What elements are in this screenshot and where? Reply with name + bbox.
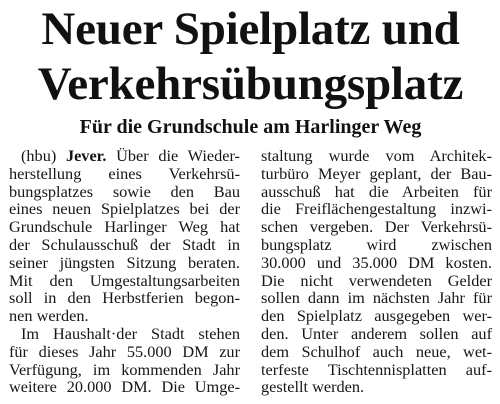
article-line: dem Schulhof auch neue, wet- [261, 341, 492, 361]
article-line: schen vergeben. Der Verkehrsü- [261, 217, 492, 237]
column-right [261, 147, 492, 396]
article-line: Mit den Umgestaltungsarbeiten [9, 270, 240, 290]
article-line: den. Unter anderem sollen auf [261, 323, 492, 343]
article-line: weitere 20.000 DM. Die Umge- [9, 377, 240, 397]
article-line: bungsplatzes sowie den Bau [9, 181, 240, 201]
article-line: Grundschule Harlinger Weg hat [9, 217, 240, 237]
article-line: Im Haushalt·der Stadt stehen [21, 323, 240, 343]
column-left [9, 147, 240, 396]
headline-line-1: Neuer Spielplatz und [41, 3, 460, 55]
article-line: die Freiflächengestaltung inzwi- [261, 199, 492, 219]
article-line: terfeste Tischtennisplatten auf- [261, 359, 492, 379]
article-line: eines neuen Spielplatzes bei der [9, 199, 240, 219]
article-line [9, 147, 240, 165]
article-line: gestellt werden. [261, 377, 365, 397]
article-line: staltung wurde vom Architek- [261, 146, 492, 165]
article-line: sollen dann im nächsten Jahr für [261, 288, 492, 308]
article-line: nen werden. [9, 306, 89, 326]
article-line: soll in den Herbstferien begon- [9, 288, 240, 308]
article-line: ausschuß hat die Arbeiten für [261, 181, 492, 201]
article-line: turbüro Meyer geplant, der Bau- [261, 163, 492, 183]
dateline: Jever. [65, 146, 107, 165]
article-line: Die nicht verwendeten Gelder [261, 270, 492, 290]
article-line: 30.000 und 35.000 DM kosten. [261, 252, 492, 272]
article-line: bungsplatz wird zwischen [261, 234, 492, 254]
article-line: Verfügung, im kommenden Jahr [9, 359, 240, 379]
headline [9, 2, 492, 112]
headline-line-2: Verkehrsübungsplatz [37, 58, 464, 110]
subheadline: Für die Grundschule am Harlinger Weg [79, 116, 422, 138]
article-line: für dieses Jahr 55.000 DM zur [9, 341, 240, 361]
article-line: herstellung eines Verkehrsü- [9, 163, 240, 183]
article-line-text: Über die Wieder- [116, 146, 240, 165]
article-line: seiner jüngsten Sitzung beraten. [9, 252, 240, 272]
article-line: der Schulausschuß der Stadt in [9, 234, 240, 254]
article-body [9, 147, 492, 396]
byline: (hbu) [21, 146, 57, 165]
article-line: den Spielplatz ausgegeben wer- [261, 306, 492, 326]
